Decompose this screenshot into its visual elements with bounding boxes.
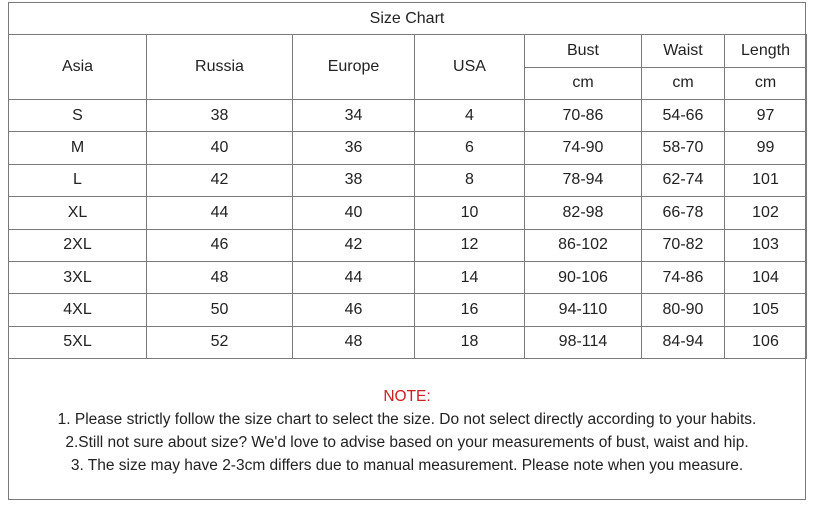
table-row — [9, 100, 807, 132]
cell-waist: 66-78 — [642, 197, 725, 229]
header-asia: Asia — [9, 35, 147, 100]
cell-russia: 48 — [147, 261, 293, 293]
cell-waist: 58-70 — [642, 132, 725, 164]
note-title: NOTE: — [383, 388, 431, 405]
cell-usa: 14 — [415, 261, 525, 293]
cell-asia: 3XL — [9, 261, 147, 293]
cell-waist: 54-66 — [642, 100, 725, 132]
cell-usa: 16 — [415, 294, 525, 326]
waist-unit: cm — [642, 67, 725, 100]
bust-unit: cm — [525, 67, 642, 100]
cell-russia: 52 — [147, 326, 293, 358]
header-russia: Russia — [147, 35, 293, 100]
cell-waist: 84-94 — [642, 326, 725, 358]
cell-waist: 62-74 — [642, 164, 725, 196]
cell-waist: 80-90 — [642, 294, 725, 326]
cell-russia: 42 — [147, 164, 293, 196]
table-body — [9, 100, 807, 359]
header-usa: USA — [415, 35, 525, 100]
notes-section — [9, 359, 805, 477]
table-row — [9, 261, 807, 293]
note-line-3: 3. The size may have 2-3cm differs due to manual measurement. Please note when you measure. — [70, 457, 744, 474]
cell-europe: 44 — [293, 261, 415, 293]
cell-usa: 4 — [415, 100, 525, 132]
cell-asia: 4XL — [9, 294, 147, 326]
cell-length: 106 — [725, 326, 807, 358]
cell-length: 104 — [725, 261, 807, 293]
cell-russia: 46 — [147, 229, 293, 261]
header-bust: Bust — [525, 35, 642, 68]
note-line-2: 2.Still not sure about size? We'd love to advise based on your measurements of bust, waist and hip. — [65, 434, 749, 451]
header-waist: Waist — [642, 35, 725, 68]
cell-length: 105 — [725, 294, 807, 326]
cell-europe: 40 — [293, 197, 415, 229]
cell-bust: 86-102 — [525, 229, 642, 261]
cell-usa: 18 — [415, 326, 525, 358]
cell-europe: 48 — [293, 326, 415, 358]
table-row — [9, 132, 807, 164]
header-europe: Europe — [293, 35, 415, 100]
size-table — [8, 34, 807, 359]
cell-europe: 34 — [293, 100, 415, 132]
cell-europe: 38 — [293, 164, 415, 196]
cell-asia: L — [9, 164, 147, 196]
size-chart-frame — [8, 2, 806, 500]
cell-europe: 36 — [293, 132, 415, 164]
cell-bust: 70-86 — [525, 100, 642, 132]
cell-russia: 50 — [147, 294, 293, 326]
cell-russia: 40 — [147, 132, 293, 164]
table-row — [9, 294, 807, 326]
cell-waist: 74-86 — [642, 261, 725, 293]
cell-europe: 46 — [293, 294, 415, 326]
header-row — [9, 35, 807, 68]
cell-usa: 6 — [415, 132, 525, 164]
chart-title: Size Chart — [9, 3, 805, 35]
cell-asia: M — [9, 132, 147, 164]
cell-usa: 12 — [415, 229, 525, 261]
cell-asia: 2XL — [9, 229, 147, 261]
cell-waist: 70-82 — [642, 229, 725, 261]
cell-asia: XL — [9, 197, 147, 229]
length-unit: cm — [725, 67, 807, 100]
cell-bust: 94-110 — [525, 294, 642, 326]
cell-length: 101 — [725, 164, 807, 196]
cell-asia: 5XL — [9, 326, 147, 358]
cell-length: 99 — [725, 132, 807, 164]
cell-bust: 90-106 — [525, 261, 642, 293]
cell-usa: 10 — [415, 197, 525, 229]
cell-europe: 42 — [293, 229, 415, 261]
cell-length: 102 — [725, 197, 807, 229]
cell-asia: S — [9, 100, 147, 132]
cell-russia: 44 — [147, 197, 293, 229]
table-row — [9, 229, 807, 261]
cell-bust: 82-98 — [525, 197, 642, 229]
cell-bust: 74-90 — [525, 132, 642, 164]
header-length: Length — [725, 35, 807, 68]
table-row — [9, 326, 807, 358]
cell-bust: 78-94 — [525, 164, 642, 196]
cell-length: 103 — [725, 229, 807, 261]
cell-bust: 98-114 — [525, 326, 642, 358]
table-row — [9, 197, 807, 229]
table-row — [9, 164, 807, 196]
cell-russia: 38 — [147, 100, 293, 132]
cell-length: 97 — [725, 100, 807, 132]
note-line-1: 1. Please strictly follow the size chart to select the size. Do not select directly according to your habits. — [57, 411, 757, 428]
cell-usa: 8 — [415, 164, 525, 196]
